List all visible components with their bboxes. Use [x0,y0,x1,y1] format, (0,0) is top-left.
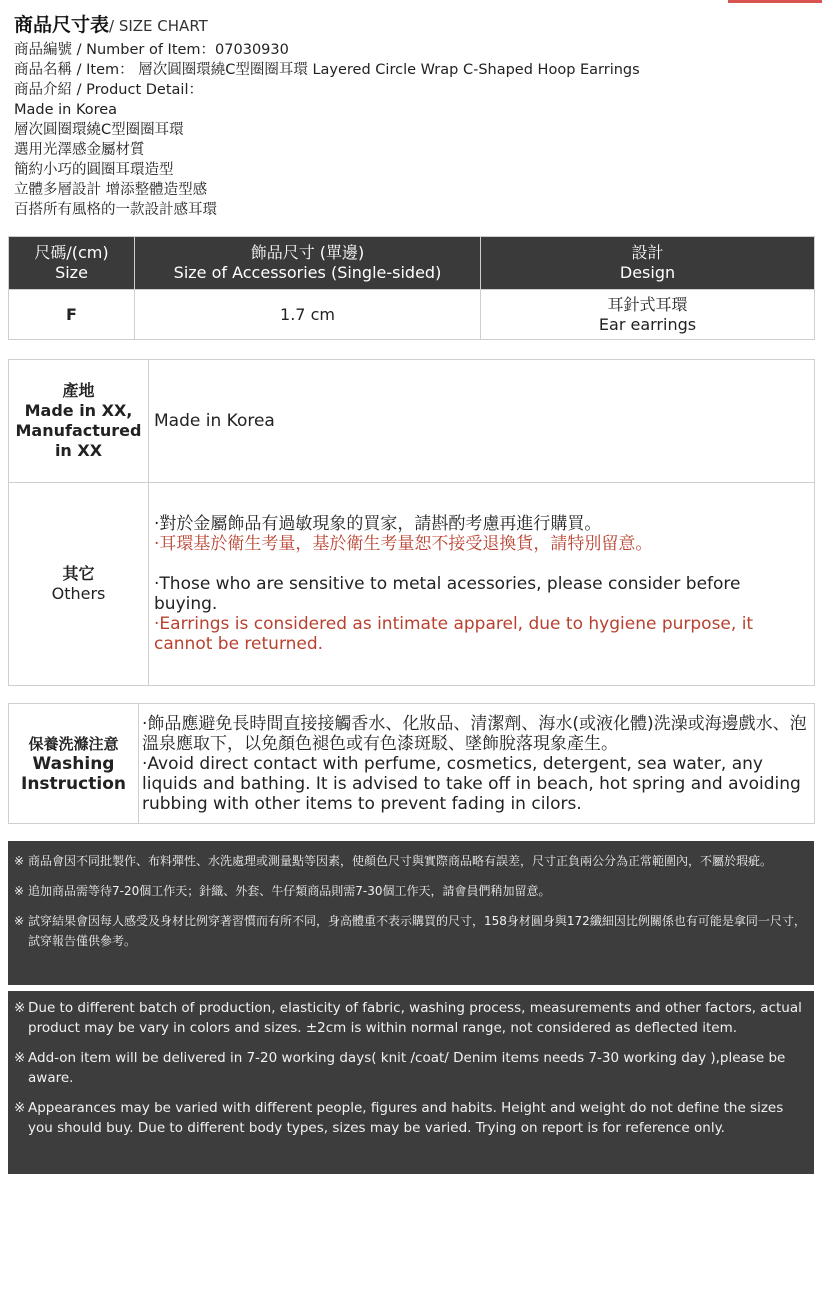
washing-label [9,704,139,824]
washing-label-cn: 保養洗滌注意 [28,734,119,753]
size-table [8,236,815,340]
product-detail-label: 商品介紹 / Product Detail： [14,82,203,98]
return-policy-en: ·Earrings is considered as intimate apparel, due to hygiene purpose, it cannot be returned. [154,614,754,654]
top-accent-bar [728,0,822,3]
list-item [14,1098,808,1138]
design-cn: 耳針式耳環 [607,294,688,314]
list-item [14,998,808,1038]
washing-row [9,704,815,824]
detail-line: 百搭所有風格的一款設計感耳環 [14,202,217,218]
notes-en-box [8,991,814,1174]
list-item [14,881,808,901]
note-text: Add-on item will be delivered in 7-20 working days( knit /coat/ Denim items needs 7-30 working day ),please be aware. [28,1050,786,1086]
others-row [9,483,815,686]
size-table-header-row [9,237,815,290]
notes-cn-box [8,841,814,985]
washing-label-en: Washing [32,753,115,774]
return-policy-cn: ·耳環基於衛生考量，基於衛生考量恕不接受退換貨，請特別留意。 [154,534,653,554]
others-label [9,483,149,686]
note-text: Appearances may be varied with different people, figures and habits. Height and weight do not define the sizes you should buy. Due to different body types, sizes may be varied. Trying on report is for reference only. [28,1100,784,1136]
reference-mark-icon: ※ [14,1000,26,1016]
column-header-size [9,237,135,290]
header-cn: 飾品尺寸 (單邊) [250,243,365,262]
reference-mark-icon: ※ [14,854,25,868]
washing-value [139,704,815,824]
origin-label-en: Made in XX, [24,401,133,420]
detail-line: 立體多層設計 增添整體造型感 [14,182,208,198]
origin-label [9,360,149,483]
item-number: 商品編號 / Number of Item：07030930 [14,42,289,58]
washing-label-en: Instruction [21,773,126,794]
others-label-cn: 其它 [62,564,95,583]
size-value: F [9,290,135,340]
origin-value: Made in Korea [149,360,815,483]
info-table [8,359,815,686]
detail-line: Made in Korea [14,102,118,118]
reference-mark-icon: ※ [14,884,25,898]
list-item [14,911,808,951]
title-cn: 商品尺寸表 [14,14,110,36]
header-cn: 設計 [631,243,664,262]
origin-label-en: Manufactured [15,421,142,440]
others-label-en: Others [51,584,106,603]
header-en: Size of Accessories (Single-sided) [173,263,442,282]
note-text: Due to different batch of production, elasticity of fabric, washing process, measurements and other factors, actual product may be vary in colors and sizes. ±2cm is within normal range, not considered as deflected item. [28,1000,802,1036]
page-title [14,10,814,40]
others-value [149,483,815,686]
reference-mark-icon: ※ [14,914,25,928]
reference-mark-icon: ※ [14,1050,26,1066]
washing-text-cn: ·飾品應避免長時間直接接觸香水、化妝品、清潔劑、海水(或液化體)洗澡或海邊戲水、泡溫泉應取下，以免顏色褪色或有色漆斑駁、墜飾脫落現象產生。 [142,713,807,754]
detail-line: 選用光澤感金屬材質 [14,142,145,158]
origin-label-cn: 產地 [62,381,95,400]
allergy-note-en: ·Those who are sensitive to metal acessories, please consider before buying. [154,574,741,614]
list-item [14,1048,808,1088]
washing-table [8,703,815,824]
header-en: Design [619,263,676,282]
design-value [481,290,815,340]
detail-line: 層次圓圈環繞C型圈圈耳環 [14,122,184,138]
header-en: Size [55,263,88,282]
item-name: 商品名稱 / Item： 層次圓圈環繞C型圈圈耳環 Layered Circle Wrap C-Shaped Hoop Earrings [14,62,640,78]
list-item [14,851,808,871]
origin-row [9,360,815,483]
accessory-size-value: 1.7 cm [135,290,481,340]
header-cn: 尺碼/(cm) [34,243,109,262]
size-chart-header [14,10,814,220]
origin-label-en: in XX [54,441,103,460]
note-text: 追加商品需等待7-20個工作天；針織、外套、牛仔類商品則需7-30個工作天，請會員們稍加留意。 [28,884,551,898]
washing-text-en: ·Avoid direct contact with perfume, cosmetics, detergent, sea water, any liquids and bathing. It is advised to take off in beach, hot spring and avoiding rubbing with other items to prevent fading in cilors. [142,753,801,814]
note-text: 試穿結果會因每人感受及身材比例穿著習慣而有所不同，身高體重不表示購買的尺寸，158身材圓身與172纖細因比例關係也有可能是拿同一尺寸，試穿報告僅供參考。 [28,914,806,948]
note-text: 商品會因不同批製作、布料彈性、水洗處理或測量點等因素，使顏色尺寸與實際商品略有誤差，尺寸正負兩公分為正常範圍內，不屬於瑕疵。 [28,854,773,868]
detail-line: 簡約小巧的圓圈耳環造型 [14,162,174,178]
design-en: Ear earrings [598,314,697,334]
column-header-design [481,237,815,290]
title-en: / SIZE CHART [109,17,208,35]
column-header-accessory-size [135,237,481,290]
allergy-note-cn: ·對於金屬飾品有過敏現象的買家，請斟酌考慮再進行購買。 [154,514,602,534]
reference-mark-icon: ※ [14,1100,26,1116]
table-row [9,290,815,340]
